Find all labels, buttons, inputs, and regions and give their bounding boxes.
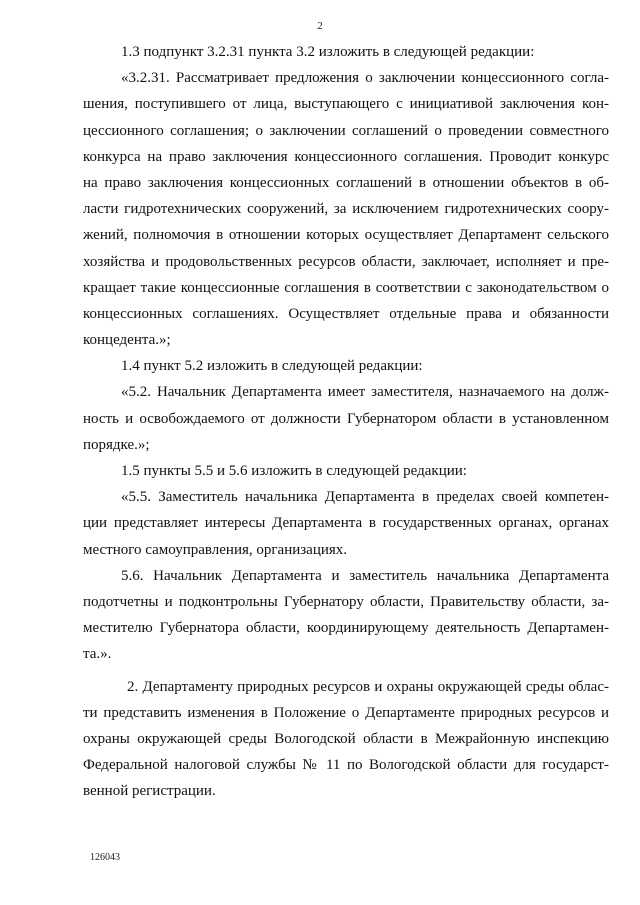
text-line: шения, поступившего от лица, выступающего с инициативой заключения кон- xyxy=(83,96,609,113)
text-line: подотчетны и подконтрольны Губернатору области, Правительству области, за- xyxy=(83,593,609,610)
text-line: «3.2.31. Рассматривает предложения о заключении концессионного согла- xyxy=(121,70,609,87)
text-line: хозяйства и продовольственных ресурсов области, заключает, исполняет и пре- xyxy=(83,253,609,270)
text-line: цессионного соглашения; о заключении соглашений о проведении совместного xyxy=(83,122,609,139)
page-number: 2 xyxy=(317,20,323,32)
text-line: ти представить изменения в Положение о Департаменте природных ресурсов и xyxy=(83,704,609,721)
text-line: местителю Губернатора области, координирующему деятельность Департамен- xyxy=(83,620,609,637)
text-line: концессионных соглашениях. Осуществляет отдельные права и обязанности xyxy=(83,305,609,322)
text-line: венной регистрации. xyxy=(83,783,216,800)
text-line: на право заключения концессионных соглашений в отношении объектов в об- xyxy=(83,174,609,191)
text-line: Федеральной налоговой службы № 11 по Вологодской области для государст- xyxy=(83,757,609,774)
text-line: ность и освобождаемого от должности Губернатором области в установленном xyxy=(83,410,609,427)
text-line: 2. Департаменту природных ресурсов и охраны окружающей среды облас- xyxy=(127,678,609,695)
text-line: кращает такие концессионные соглашения в соответствии с законодательством о xyxy=(83,279,609,296)
text-line: 5.6. Начальник Департамента и заместитель начальника Департамента xyxy=(121,567,609,584)
text-line: 1.3 подпункт 3.2.31 пункта 3.2 изложить в следующей редакции: xyxy=(121,44,535,60)
text-line: та.». xyxy=(83,646,112,663)
text-line: ции представляет интересы Департамента в государственных органах, органах xyxy=(83,515,609,532)
document-body xyxy=(83,39,609,804)
text-line: конкурса на право заключения концессионного соглашения. Проводит конкурс xyxy=(83,148,609,165)
text-line: ласти гидротехнических сооружений, за исключением гидротехнических соору- xyxy=(83,201,609,218)
text-line: местного самоуправления, организациях. xyxy=(83,541,348,558)
text-line: жений, полномочия в отношении которых осуществляет Департамент сельского xyxy=(83,227,609,244)
text-line: 1.4 пункт 5.2 изложить в следующей редакции: xyxy=(121,358,423,375)
text-line: охраны окружающей среды Вологодской области в Межрайонную инспекцию xyxy=(83,730,609,747)
text-line: концедента.»; xyxy=(83,332,171,349)
document-code: 126043 xyxy=(90,852,120,863)
text-line: «5.5. Заместитель начальника Департамента в пределах своей компетен- xyxy=(121,489,609,506)
text-line: порядке.»; xyxy=(83,436,150,453)
text-line: 1.5 пункты 5.5 и 5.6 изложить в следующей редакции: xyxy=(121,463,467,479)
text-line: «5.2. Начальник Департамента имеет заместителя, назначаемого на долж- xyxy=(121,384,609,401)
